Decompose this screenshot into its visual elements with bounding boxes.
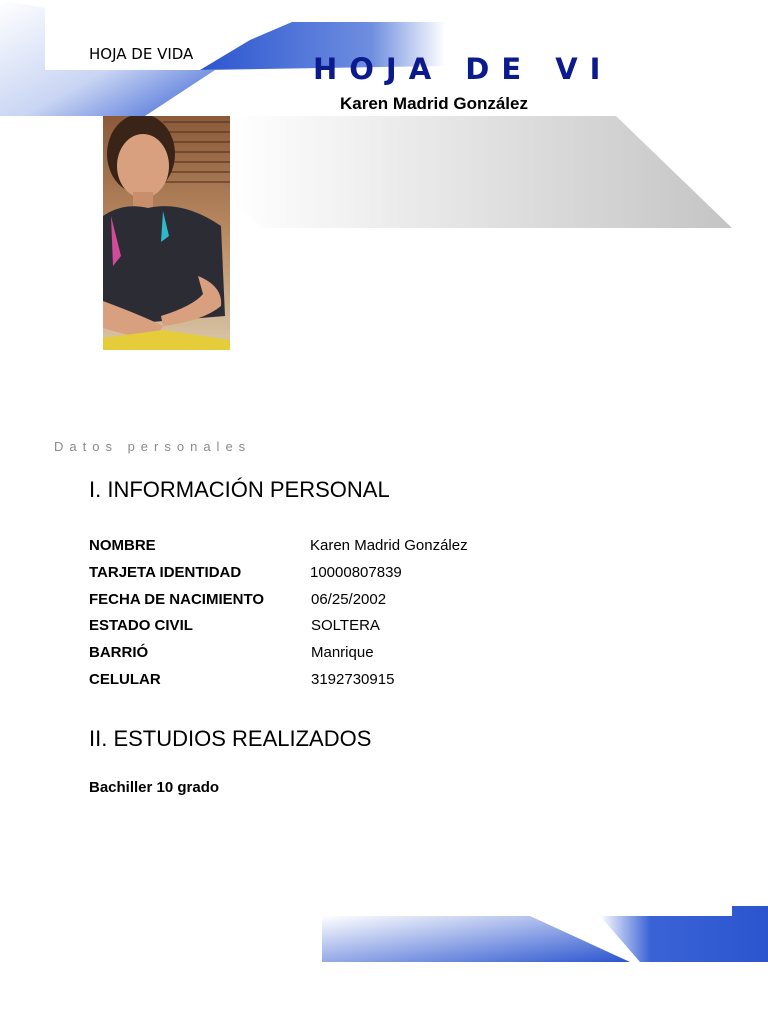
info-value: Manrique [311,644,374,661]
profile-photo [103,116,230,350]
decor-bottom [0,880,768,980]
info-value: 10000807839 [310,564,402,581]
info-label: ESTADO CIVIL [89,617,193,634]
info-value: 06/25/2002 [311,591,387,608]
info-value: SOLTERA [311,617,380,634]
info-value: 3192730915 [311,671,395,688]
info-label: CELULAR [89,671,161,688]
info-label: NOMBRE [89,537,156,554]
info-label: BARRIÓ [89,644,149,661]
section-heading-personal: I. INFORMACIÓN PERSONAL [89,477,390,502]
page-title: HOJA DE VI [313,52,613,86]
section-tag: Datos personales [54,439,252,454]
info-label: TARJETA IDENTIDAD [89,564,242,581]
info-value: Karen Madrid González [310,537,468,554]
info-label: FECHA DE NACIMIENTO [89,591,265,608]
study-item: Bachiller 10 grado [89,779,220,796]
person-name-subtitle: Karen Madrid González [340,94,528,113]
section-heading-studies: II. ESTUDIOS REALIZADOS [89,726,372,751]
person-photo-icon [103,116,230,350]
header-label: HOJA DE VIDA [89,45,194,63]
